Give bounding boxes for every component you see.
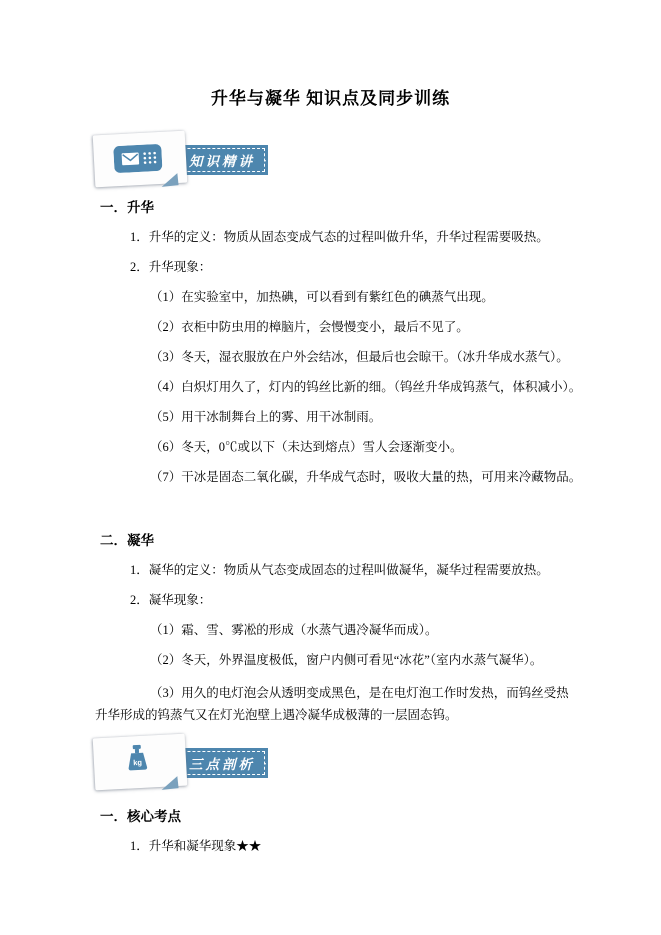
paper-sticker (94, 736, 186, 788)
banner-right-dot: · (263, 152, 268, 168)
phenomena-label: 2．凝华现象： (130, 593, 212, 607)
core-point-line: 1．升华和凝华现象★★ (130, 839, 262, 853)
definition-line: 1．升华的定义：物质从固态变成气态的过程叫做升华，升华过程需要吸热。 (130, 230, 549, 244)
weight-kg-label: kg (132, 757, 143, 768)
page-title: 升华与凝华 知识点及同步训练 (210, 89, 451, 108)
analysis-banner (100, 748, 268, 778)
section-heading-deposition: 二．凝华 (100, 533, 154, 548)
example-item: （1）霜、雪、雾凇的形成（水蒸气遇冷凝华而成）。 (150, 623, 438, 637)
paper-curl (160, 776, 178, 790)
banner-title (178, 748, 266, 778)
banner-title (178, 145, 266, 175)
paper-curl (160, 173, 178, 187)
section-heading-core-points: 一．核心考点 (100, 809, 181, 824)
example-item: （3）冬天，湿衣服放在户外会结冰，但最后也会晾干。（冰升华成水蒸气）。 (150, 350, 569, 364)
example-paragraph: （3）用久的电灯泡会从透明变成黑色，是在电灯泡工作时发热，而钨丝受热升华形成的钨蒸气又在灯光泡壁上遇冷凝华成极薄的一层固态钨。 (95, 686, 569, 722)
section-heading-sublimation: 一．升华 (100, 200, 154, 215)
example-item: （2）衣柜中防虫用的樟脑片，会慢慢变小，最后不见了。 (150, 320, 469, 334)
document-content-bottom (95, 808, 600, 855)
example-item: （5）用干冰制舞台上的雾、用干冰制雨。 (150, 410, 382, 424)
knowledge-banner (100, 145, 268, 175)
phenomena-label: 2．升华现象： (130, 260, 212, 274)
example-item: （4）白炽灯用久了，灯内的钨丝比新的细。（钨丝升华成钨蒸气，体积减小）。 (150, 380, 582, 394)
banner-label: 三点剖析 (189, 757, 255, 772)
example-item: （2）冬天，外界温度极低，窗户内侧可看见“冰花”（室内水蒸气凝华）。 (150, 653, 543, 667)
example-item: （1）在实验室中，加热碘，可以看到有紫红色的碘蒸气出现。 (150, 290, 494, 304)
card-photo-icon (113, 144, 163, 178)
document-content (95, 199, 600, 726)
banner-right-dot: · (263, 755, 268, 771)
example-item: （7）干冰是固态二氧化碳，升华成气态时，吸收大量的热，可用来冷藏物品。 (150, 470, 582, 484)
paper-sticker (94, 133, 186, 185)
weight-kg-icon (123, 743, 152, 778)
banner-label: 知识精讲 (189, 154, 255, 169)
definition-line: 1．凝华的定义：物质从气态变成固态的过程叫做凝华，凝华过程需要放热。 (130, 563, 549, 577)
example-item: （6）冬天，0℃或以下（未达到熔点）雪人会逐渐变小。 (150, 440, 463, 454)
